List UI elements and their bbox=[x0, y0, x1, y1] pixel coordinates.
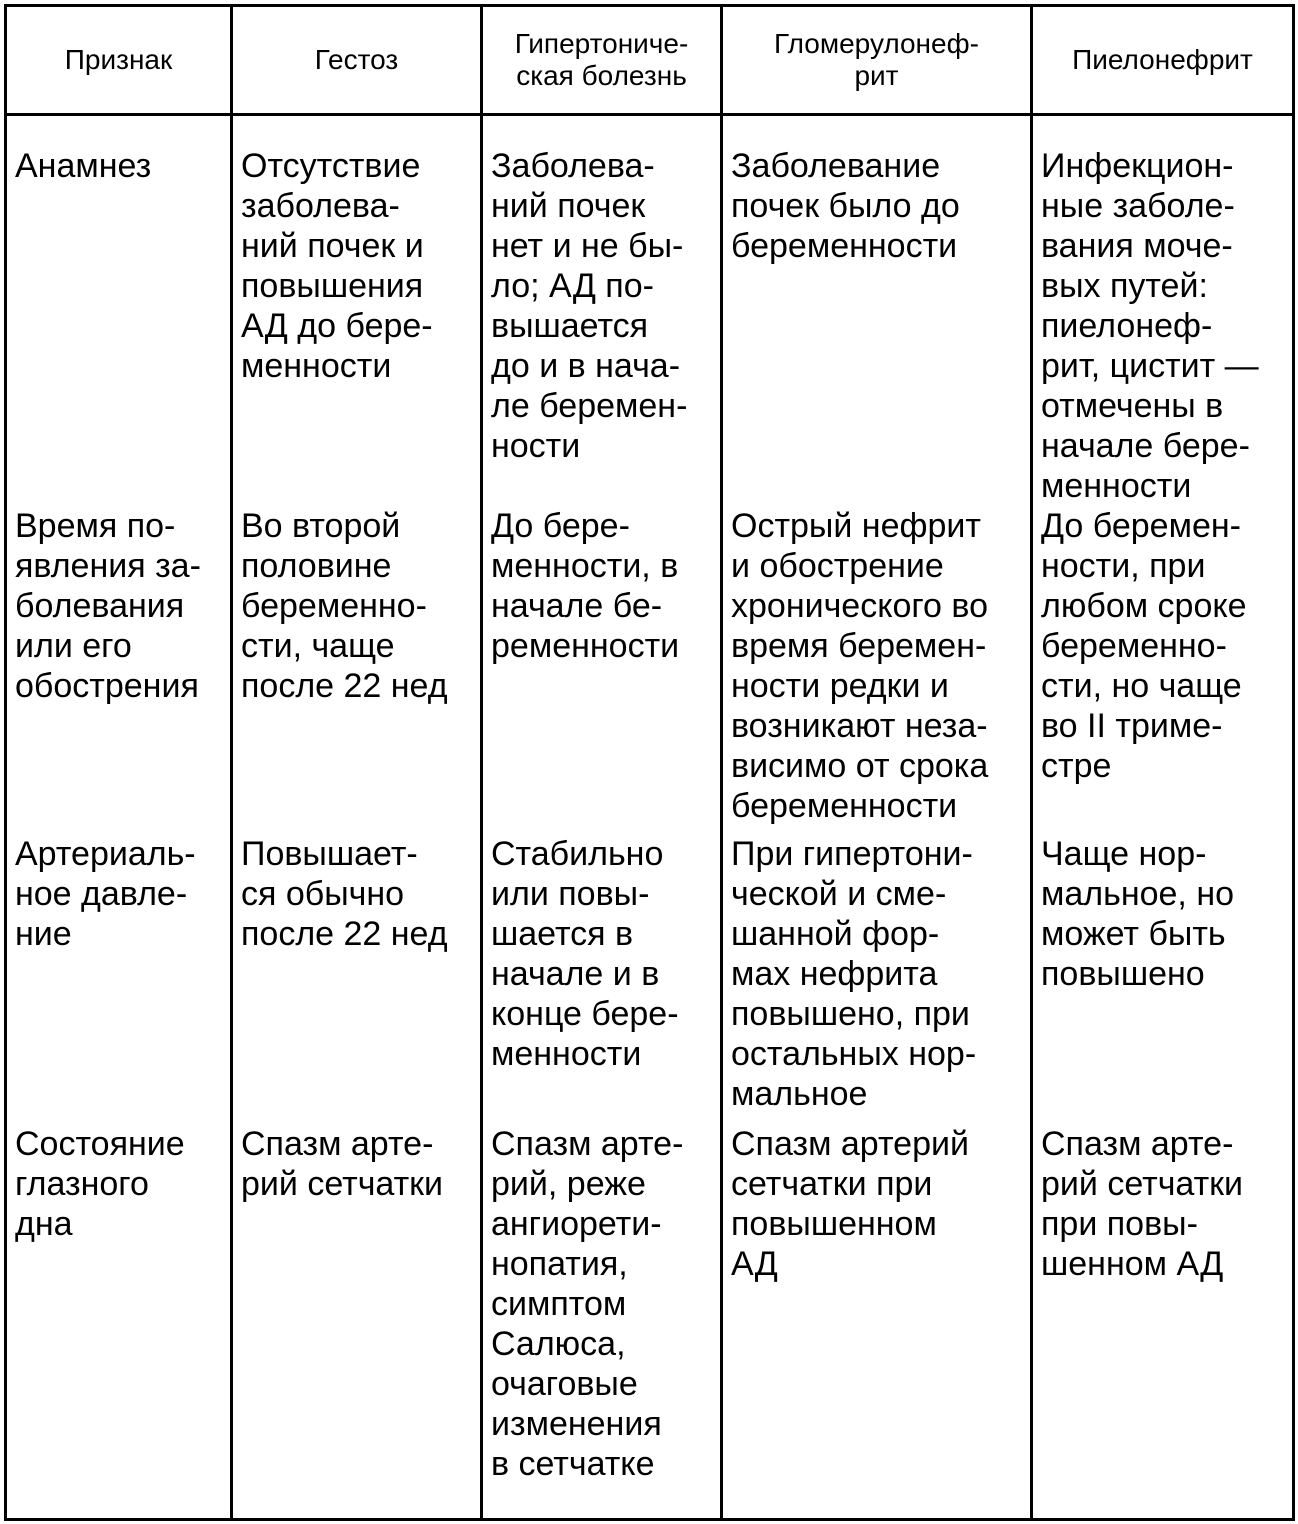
cell-pyelonephritis: Инфекцион- ные заболе- вания моче- вых путей: пиелонеф- рит, цистит — отмечены в начале бере- менности bbox=[1032, 115, 1294, 507]
cell-sign: Время по- явления за- болевания или его обострения bbox=[6, 506, 232, 834]
cell-glomerulonephritis: Заболевание почек было до беременности bbox=[722, 115, 1032, 507]
cell-hypertension: Стабильно или повы- шается в начале и в конце бере- менности bbox=[482, 834, 722, 1124]
header-hypertension: Гипертониче- ская болезнь bbox=[482, 6, 722, 115]
cell-gestosis: Спазм арте- рий сетчатки bbox=[232, 1124, 482, 1520]
cell-hypertension: До бере- менности, в начале бе- ременности bbox=[482, 506, 722, 834]
cell-sign: Артериаль- ное давле- ние bbox=[6, 834, 232, 1124]
table-row bbox=[6, 834, 1294, 1124]
cell-glomerulonephritis: Острый нефрит и обострение хронического во время беремен- ности редки и возникают неза- висимо от срока беременности bbox=[722, 506, 1032, 834]
header-sign: Признак bbox=[6, 6, 232, 115]
cell-pyelonephritis: Спазм арте- рий сетчатки при повы- шенном АД bbox=[1032, 1124, 1294, 1520]
cell-hypertension: Спазм арте- рий, реже ангиорети- нопатия, симптом Салюса, очаговые изменения в сетчатке bbox=[482, 1124, 722, 1520]
cell-gestosis: Во второй половине беременно- сти, чаще после 22 нед bbox=[232, 506, 482, 834]
cell-hypertension: Заболева- ний почек нет и не бы- ло; АД по- вышается до и в нача- ле беремен- ности bbox=[482, 115, 722, 507]
header-pyelonephritis: Пиелонефрит bbox=[1032, 6, 1294, 115]
header-gestosis: Гестоз bbox=[232, 6, 482, 115]
cell-gestosis: Повышает- ся обычно после 22 нед bbox=[232, 834, 482, 1124]
table-row bbox=[6, 506, 1294, 834]
cell-sign: Состояние глазного дна bbox=[6, 1124, 232, 1520]
table-row bbox=[6, 1124, 1294, 1520]
cell-sign: Анамнез bbox=[6, 115, 232, 507]
cell-pyelonephritis: Чаще нор- мальное, но может быть повышено bbox=[1032, 834, 1294, 1124]
table-row bbox=[6, 115, 1294, 507]
cell-glomerulonephritis: При гипертони- ческой и сме- шанной фор- мах нефрита повышено, при остальных нор- мальное bbox=[722, 834, 1032, 1124]
cell-gestosis: Отсутствие заболева- ний почек и повышения АД до бере- менности bbox=[232, 115, 482, 507]
cell-glomerulonephritis: Спазм артерий сетчатки при повышенном АД bbox=[722, 1124, 1032, 1520]
header-row bbox=[6, 6, 1294, 115]
header-glomerulonephritis: Гломерулонеф- рит bbox=[722, 6, 1032, 115]
cell-pyelonephritis: До беремен- ности, при любом сроке беременно- сти, но чаще во II триме- стре bbox=[1032, 506, 1294, 834]
differential-diagnosis-table bbox=[4, 4, 1295, 1521]
